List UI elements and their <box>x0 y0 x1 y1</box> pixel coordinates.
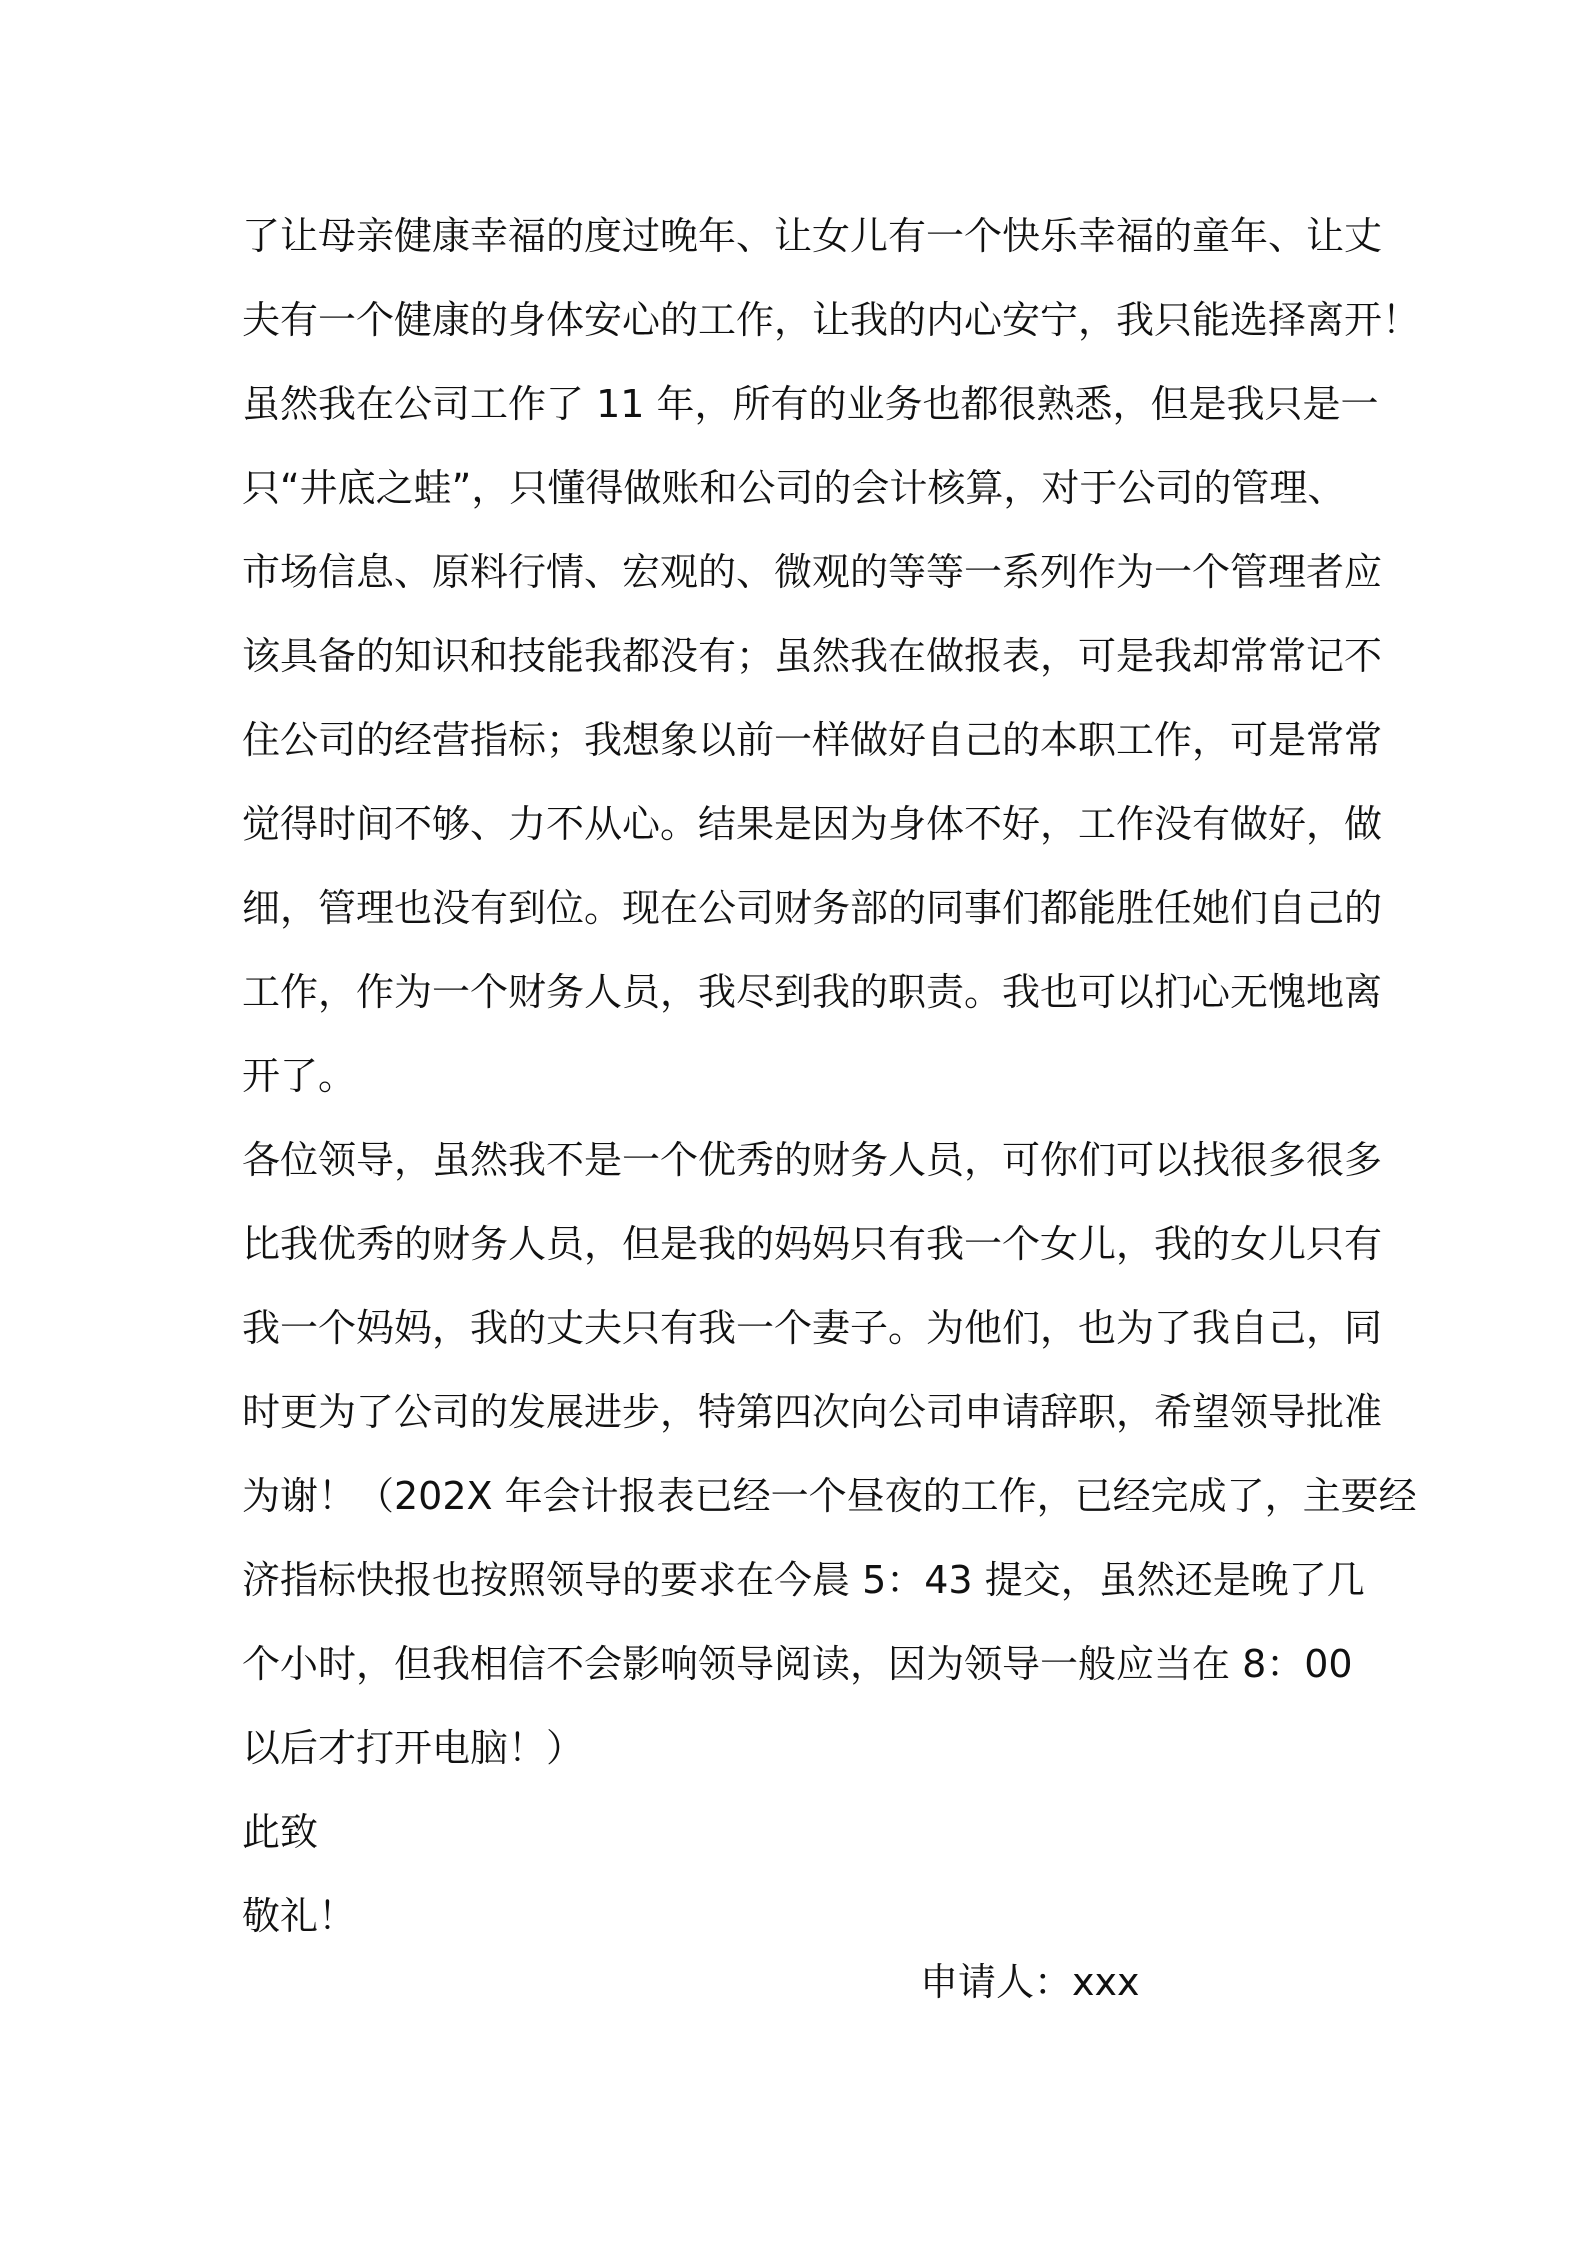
closing-salutation: 此致 <box>242 1810 319 1854</box>
text-line: 觉得时间不够、力不从心。结果是因为身体不好，工作没有做好，做 <box>242 802 1383 846</box>
text-line: 细，管理也没有到位。现在公司财务部的同事们都能胜任她们自己的 <box>242 886 1383 930</box>
text-line: 市场信息、原料行情、宏观的、微观的等等一系列作为一个管理者应 <box>242 550 1383 594</box>
text-line: 该具备的知识和技能我都没有；虽然我在做报表，可是我却常常记不 <box>242 634 1383 678</box>
text-line: 工作，作为一个财务人员，我尽到我的职责。我也可以扪心无愧地离 <box>242 970 1383 1014</box>
text-line: 济指标快报也按照领导的要求在今晨 5：43 提交，虽然还是晚了几 <box>242 1558 1365 1602</box>
text-line: 我一个妈妈，我的丈夫只有我一个妻子。为他们，也为了我自己，同 <box>242 1306 1383 1350</box>
text-line: 虽然我在公司工作了 11 年，所有的业务也都很熟悉，但是我只是一 <box>242 382 1379 426</box>
text-line: 为谢！（202X 年会计报表已经一个昼夜的工作，已经完成了，主要经 <box>242 1474 1417 1518</box>
text-line: 时更为了公司的发展进步，特第四次向公司申请辞职，希望领导批准 <box>242 1390 1383 1434</box>
text-line: 住公司的经营指标；我想象以前一样做好自己的本职工作，可是常常 <box>242 718 1383 762</box>
text-line: 只“井底之蛙”，只懂得做账和公司的会计核算，对于公司的管理、 <box>242 466 1346 510</box>
text-line: 以后才打开电脑！） <box>242 1726 585 1770</box>
text-line: 各位领导，虽然我不是一个优秀的财务人员，可你们可以找很多很多 <box>242 1138 1383 1182</box>
text-line: 了让母亲健康幸福的度过晚年、让女儿有一个快乐幸福的童年、让丈 <box>242 214 1383 258</box>
text-line: 个小时，但我相信不会影响领导阅读，因为领导一般应当在 8：00 <box>242 1642 1353 1686</box>
text-line: 夫有一个健康的身体安心的工作，让我的内心安宁，我只能选择离开！ <box>242 298 1421 342</box>
signature-line: 申请人：xxx <box>920 1960 1140 2004</box>
closing-regards: 敬礼！ <box>242 1894 357 1938</box>
text-line: 比我优秀的财务人员，但是我的妈妈只有我一个女儿，我的女儿只有 <box>242 1222 1383 1266</box>
letter-body <box>242 194 1421 1958</box>
text-line: 开了。 <box>242 1054 357 1098</box>
